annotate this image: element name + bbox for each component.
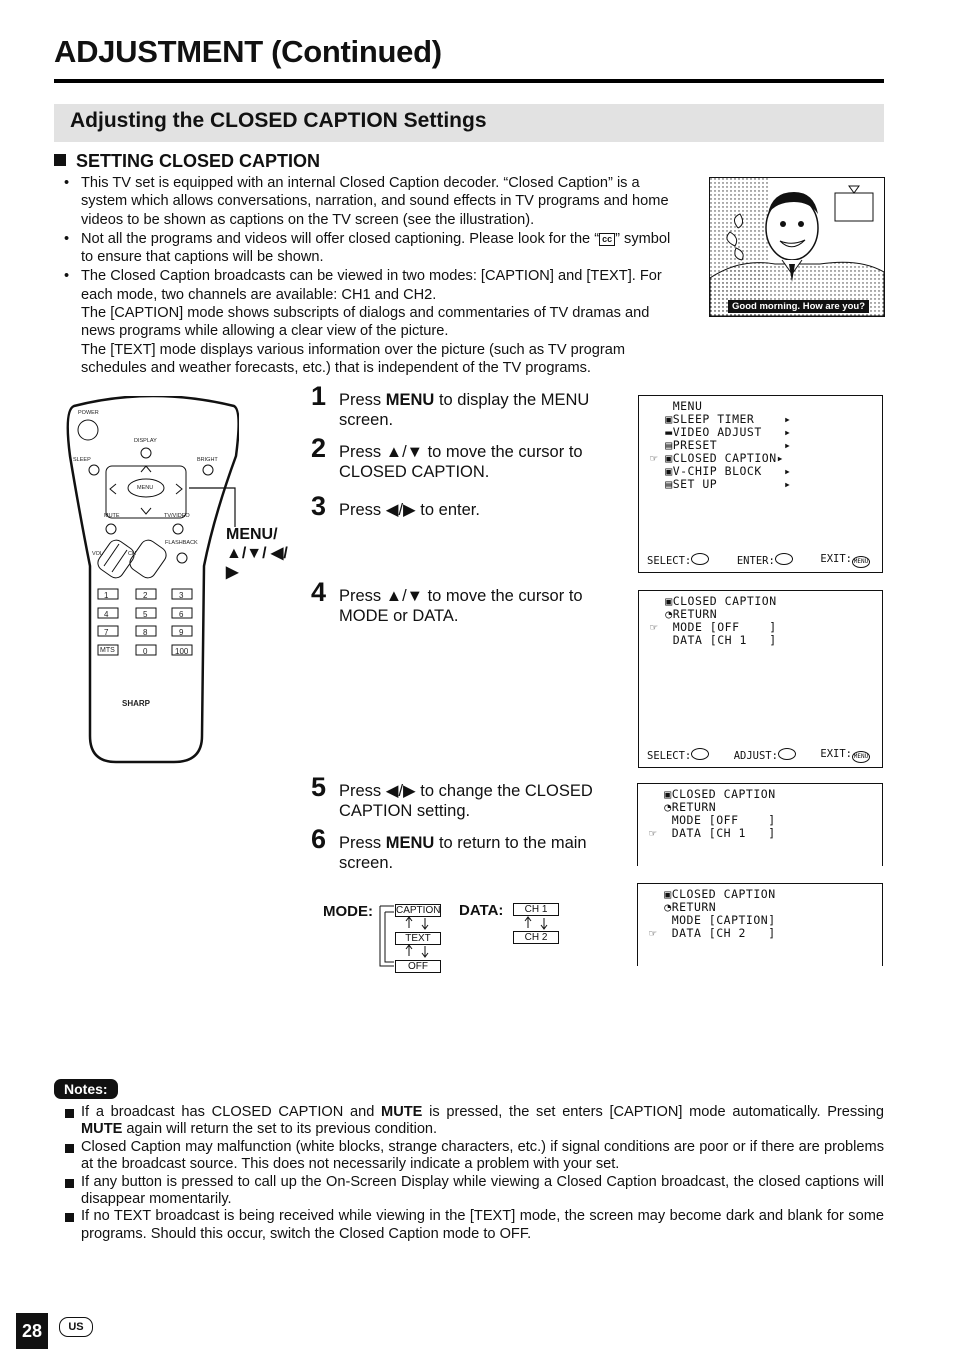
notes-list — [64, 1104, 884, 1243]
note-item: If any button is pressed to call up the On-Screen Display while viewing a Closed Caption broadcast, the closed captions will disappear momentarily. — [64, 1174, 884, 1209]
step-number: 6 — [311, 824, 327, 854]
osd-main-menu — [638, 395, 883, 573]
osd-footer: SELECT: ENTER: EXIT: MENU — [647, 553, 869, 567]
key-4: 4 — [104, 610, 109, 619]
step-text: Press ◀/▶ to enter. — [339, 501, 480, 519]
key-1: 1 — [104, 591, 109, 600]
section-title: Adjusting the CLOSED CAPTION Settings — [70, 109, 487, 132]
title-rule — [54, 79, 884, 83]
step-text: Press ▲/▼ to move the cursor to CLOSED CAPTION. — [339, 443, 583, 481]
note-item: Closed Caption may malfunction (white blocks, strange characters, etc.) if signal conditions are poor or if there are problems at the broadcast source. This does not necessarily indicate a problem with your set. — [64, 1139, 884, 1174]
osd-lines: ▣CLOSED CAPTION ◔RETURN ☞ MODE [OFF ] DATA [CH 1 ] — [650, 594, 777, 647]
brand-logo: SHARP — [122, 699, 151, 708]
data-option: CH 2 — [513, 931, 559, 944]
bright-label: BRIGHT — [197, 457, 218, 463]
notes-badge: Notes: — [54, 1079, 118, 1099]
subsection-title: SETTING CLOSED CAPTION — [54, 151, 320, 172]
key-6: 6 — [179, 610, 184, 619]
osd-footer: SELECT: ADJUST: EXIT: MENU — [647, 748, 869, 762]
mute-label: MUTE — [104, 513, 120, 519]
tv-presenter-image — [710, 178, 884, 316]
intro-item: • Not all the programs and videos will offer closed captioning. Please look for the “ cc ” symbol to ensure that captions will be shown. — [62, 230, 680, 267]
control-pad-icon — [775, 553, 793, 565]
menu-keys-callout: MENU/ ▲/▼/ ◀/▶ — [226, 526, 288, 581]
power-label: POWER — [78, 410, 99, 416]
intro-list — [62, 174, 680, 378]
key-0: 0 — [143, 647, 148, 656]
data-option: CH 1 — [513, 903, 559, 916]
closed-caption-symbol-icon: cc — [599, 233, 615, 246]
data-label: DATA: — [459, 902, 504, 919]
square-bullet-icon — [54, 154, 66, 166]
step-number: 1 — [311, 381, 327, 411]
menu-key-label: MENU — [137, 485, 154, 491]
key-100: 100 — [175, 647, 189, 656]
key-2: 2 — [143, 591, 148, 600]
key-7: 7 — [104, 628, 109, 637]
section-header — [54, 104, 884, 142]
tvvideo-label: TV/VIDEO — [164, 513, 190, 519]
osd-data-selected — [637, 783, 883, 866]
key-3: 3 — [179, 591, 184, 600]
step-number: 2 — [311, 433, 327, 463]
osd-closed-caption-menu — [638, 590, 883, 768]
step-number: 4 — [311, 577, 327, 607]
osd-lines: MENU ▣SLEEP TIMER ▸ ▬VIDEO ADJUST ▸ ▤PRESET ▸ ☞ ▣CLOSED CAPTION▸ ▣V-CHIP BLOCK ▸ ▤SET UP ▸ — [650, 399, 792, 491]
intro-item: • The Closed Caption broadcasts can be viewed in two modes: [CAPTION] and [TEXT]. For each mode, two channels are available: CH1 and CH2. The [CAPTION] mode shows subscripts of dialogs and commentaries of TV dramas and news programs while allowing a clear view of the picture. The [TEXT] mode displays various information over the picture (such as TV program schedules and weather forecasts, etc.) that is independent of the TV programs. — [62, 267, 680, 377]
step-number: 5 — [311, 772, 327, 802]
key-8: 8 — [143, 628, 148, 637]
display-label: DISPLAY — [134, 438, 157, 444]
osd-caption-ch2 — [637, 883, 883, 966]
intro-item: • This TV set is equipped with an internal Closed Caption decoder. “Closed Caption” is a system which allows conversations, narration, and sound effects in TV programs and home videos to be shown as captions on the TV screen (see the illustration). — [62, 174, 680, 229]
note-item: If a broadcast has CLOSED CAPTION and MUTE is pressed, the set enters [CAPTION] mode automatically. Pressing MUTE again will return the set to its previous condition. — [64, 1104, 884, 1139]
mode-option: CAPTION — [396, 905, 441, 916]
note-item: If no TEXT broadcast is being received while viewing in the [TEXT] mode, the screen may become dark and blank for some programs. Should this occur, switch the Closed Caption mode to OFF. — [64, 1208, 884, 1243]
control-pad-icon — [778, 748, 796, 760]
mode-option: TEXT — [395, 932, 441, 945]
region-badge: US — [59, 1317, 93, 1337]
control-pad-icon — [691, 553, 709, 565]
mode-option: OFF — [395, 960, 441, 973]
step-text: Press ▲/▼ to move the cursor to MODE or DATA. — [339, 587, 583, 625]
remote-body — [64, 396, 239, 766]
key-mts: MTS — [100, 647, 115, 654]
step-number: 3 — [311, 491, 327, 521]
menu-button-icon: MENU — [852, 556, 870, 568]
ch-label: CH — [128, 551, 136, 557]
page-number: 28 — [16, 1313, 48, 1349]
step-text: Press MENU to display the MENU screen. — [339, 391, 590, 429]
key-5: 5 — [143, 610, 148, 619]
sleep-label: SLEEP — [73, 457, 91, 463]
key-9: 9 — [179, 628, 184, 637]
mode-label: MODE: — [323, 903, 373, 920]
osd-lines: ▣CLOSED CAPTION ◔RETURN MODE [OFF ] ☞ DATA [CH 1 ] — [649, 787, 776, 840]
flashback-label: FLASHBACK — [165, 540, 198, 546]
menu-button-icon: MENU — [852, 751, 870, 763]
caption-text: Good morning. How are you? — [728, 300, 869, 313]
remote-control — [64, 396, 239, 766]
caption-illustration — [709, 177, 885, 317]
osd-lines: ▣CLOSED CAPTION ◔RETURN MODE [CAPTION] ☞ DATA [CH 2 ] — [649, 887, 776, 940]
page-title: ADJUSTMENT (Continued) — [54, 34, 442, 69]
vol-label: VOL — [92, 551, 104, 557]
control-pad-icon — [691, 748, 709, 760]
step-text: Press ◀/▶ to change the CLOSED CAPTION setting. — [339, 782, 593, 820]
step-text: Press MENU to return to the main screen. — [339, 834, 587, 872]
